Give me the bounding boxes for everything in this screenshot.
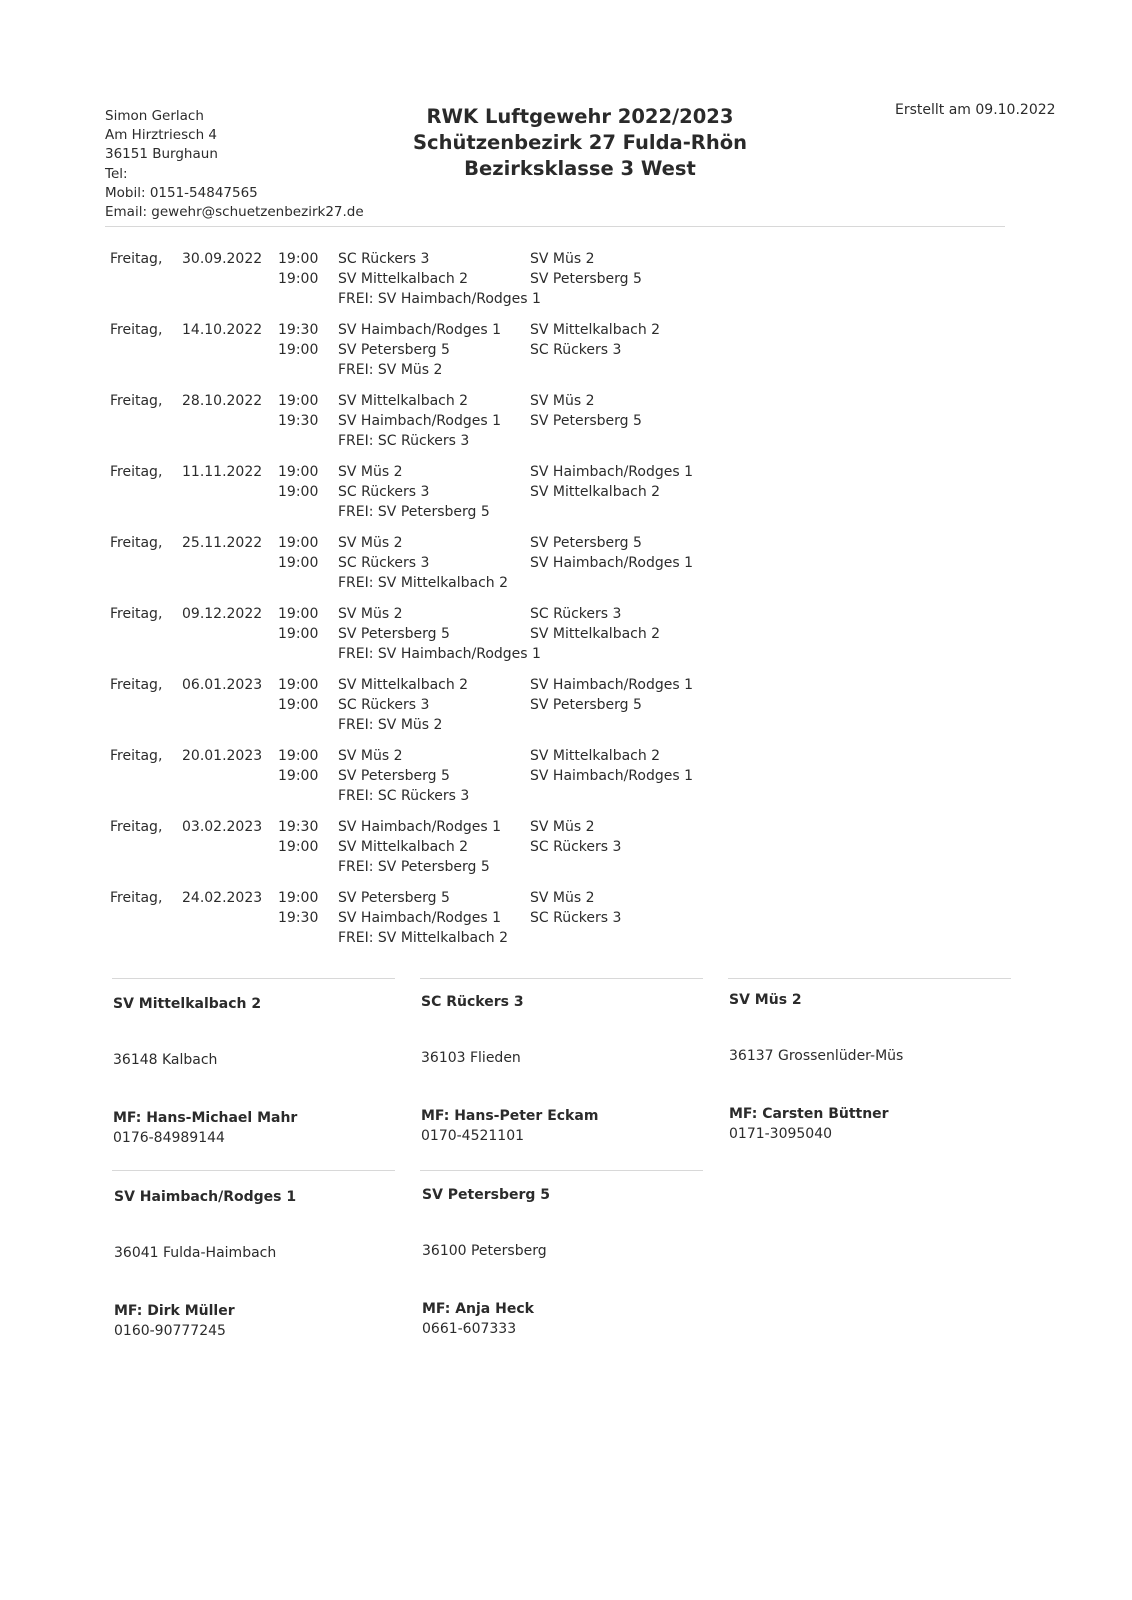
match-day — [110, 250, 730, 316]
match-weekday: Freitag, — [110, 748, 163, 764]
contact-tel: Tel: — [105, 165, 128, 182]
match-day — [110, 463, 730, 529]
team-phone: 0170-4521101 — [421, 1128, 525, 1144]
match-time: 19:00 — [278, 251, 319, 267]
team-city: 36100 Petersberg — [422, 1243, 547, 1259]
match-weekday: Freitag, — [110, 251, 163, 267]
match-home-team: SC Rückers 3 — [338, 251, 430, 267]
match-day — [110, 605, 730, 671]
match-away-team: SC Rückers 3 — [530, 839, 622, 855]
title-line-2: Schützenbezirk 27 Fulda-Rhön — [413, 131, 747, 154]
match-home-team: SV Haimbach/Rodges 1 — [338, 819, 502, 835]
match-away-team: SV Petersberg 5 — [530, 413, 642, 429]
team-name: SV Haimbach/Rodges 1 — [114, 1189, 297, 1205]
match-time: 19:00 — [278, 484, 319, 500]
match-home-team: SV Petersberg 5 — [338, 626, 450, 642]
match-away-team: SV Müs 2 — [530, 251, 595, 267]
match-date: 14.10.2022 — [182, 322, 263, 338]
match-home-team: SV Müs 2 — [338, 748, 403, 764]
match-home-team: SC Rückers 3 — [338, 697, 430, 713]
team-manager: MF: Anja Heck — [422, 1301, 534, 1317]
contact-city: 36151 Burghaun — [105, 146, 218, 163]
match-bye-team: FREI: SV Mittelkalbach 2 — [338, 575, 509, 591]
match-home-team: SV Haimbach/Rodges 1 — [338, 322, 502, 338]
match-away-team: SV Petersberg 5 — [530, 535, 642, 551]
match-weekday: Freitag, — [110, 890, 163, 906]
match-away-team: SV Müs 2 — [530, 890, 595, 906]
match-time: 19:00 — [278, 393, 319, 409]
match-day — [110, 676, 730, 742]
match-time: 19:00 — [278, 768, 319, 784]
match-time: 19:30 — [278, 910, 319, 926]
match-away-team: SV Mittelkalbach 2 — [530, 626, 661, 642]
match-home-team: SC Rückers 3 — [338, 484, 430, 500]
match-home-team: SV Haimbach/Rodges 1 — [338, 910, 502, 926]
team-city: 36137 Grossenlüder-Müs — [729, 1048, 904, 1064]
contact-email: Email: gewehr@schuetzenbezirk27.de — [105, 204, 364, 221]
title-line-3: Bezirksklasse 3 West — [464, 157, 696, 180]
team-phone: 0171-3095040 — [729, 1126, 833, 1142]
team-manager: MF: Carsten Büttner — [729, 1106, 889, 1122]
match-home-team: SV Mittelkalbach 2 — [338, 677, 469, 693]
match-weekday: Freitag, — [110, 535, 163, 551]
team-name: SV Müs 2 — [729, 992, 802, 1008]
contact-street: Am Hirztriesch 4 — [105, 127, 218, 144]
match-bye-team: FREI: SV Mittelkalbach 2 — [338, 930, 509, 946]
match-away-team: SV Haimbach/Rodges 1 — [530, 768, 694, 784]
match-away-team: SC Rückers 3 — [530, 606, 622, 622]
match-time: 19:30 — [278, 413, 319, 429]
team-divider — [112, 1170, 395, 1171]
match-away-team: SV Mittelkalbach 2 — [530, 322, 661, 338]
match-home-team: SC Rückers 3 — [338, 555, 430, 571]
match-bye-team: FREI: SV Petersberg 5 — [338, 504, 490, 520]
match-day — [110, 818, 730, 884]
match-away-team: SV Mittelkalbach 2 — [530, 748, 661, 764]
contact-block — [105, 107, 364, 222]
match-bye-team: FREI: SV Haimbach/Rodges 1 — [338, 291, 541, 307]
match-date: 20.01.2023 — [182, 748, 263, 764]
match-home-team: SV Müs 2 — [338, 535, 403, 551]
team-divider — [728, 978, 1011, 979]
match-day — [110, 392, 730, 458]
match-time: 19:30 — [278, 322, 319, 338]
match-home-team: SV Petersberg 5 — [338, 342, 450, 358]
match-home-team: SV Mittelkalbach 2 — [338, 271, 469, 287]
match-time: 19:00 — [278, 271, 319, 287]
team-manager: MF: Hans-Michael Mahr — [113, 1110, 298, 1126]
match-time: 19:00 — [278, 342, 319, 358]
match-home-team: SV Müs 2 — [338, 606, 403, 622]
match-away-team: SV Petersberg 5 — [530, 697, 642, 713]
team-divider — [420, 1170, 703, 1171]
created-date: Erstellt am 09.10.2022 — [895, 102, 1056, 118]
match-time: 19:00 — [278, 535, 319, 551]
match-bye-team: FREI: SC Rückers 3 — [338, 788, 470, 804]
team-city: 36041 Fulda-Haimbach — [114, 1245, 277, 1261]
match-time: 19:00 — [278, 677, 319, 693]
match-away-team: SV Petersberg 5 — [530, 271, 642, 287]
match-date: 30.09.2022 — [182, 251, 263, 267]
match-bye-team: FREI: SV Müs 2 — [338, 717, 443, 733]
team-divider — [112, 978, 395, 979]
match-weekday: Freitag, — [110, 677, 163, 693]
match-time: 19:00 — [278, 464, 319, 480]
match-away-team: SV Haimbach/Rodges 1 — [530, 464, 694, 480]
match-day — [110, 534, 730, 600]
match-time: 19:00 — [278, 626, 319, 642]
match-home-team: SV Petersberg 5 — [338, 890, 450, 906]
match-weekday: Freitag, — [110, 464, 163, 480]
match-home-team: SV Petersberg 5 — [338, 768, 450, 784]
team-divider — [420, 978, 703, 979]
match-away-team: SV Müs 2 — [530, 819, 595, 835]
contact-name: Simon Gerlach — [105, 108, 204, 124]
match-weekday: Freitag, — [110, 606, 163, 622]
match-date: 09.12.2022 — [182, 606, 263, 622]
team-city: 36148 Kalbach — [113, 1052, 218, 1068]
match-time: 19:00 — [278, 555, 319, 571]
match-time: 19:30 — [278, 819, 319, 835]
match-home-team: SV Mittelkalbach 2 — [338, 839, 469, 855]
match-away-team: SV Haimbach/Rodges 1 — [530, 677, 694, 693]
match-date: 06.01.2023 — [182, 677, 263, 693]
match-time: 19:00 — [278, 839, 319, 855]
match-home-team: SV Mittelkalbach 2 — [338, 393, 469, 409]
match-time: 19:00 — [278, 606, 319, 622]
match-day — [110, 747, 730, 813]
document-title — [380, 104, 780, 182]
match-home-team: SV Haimbach/Rodges 1 — [338, 413, 502, 429]
match-time: 19:00 — [278, 890, 319, 906]
match-away-team: SV Mittelkalbach 2 — [530, 484, 661, 500]
match-time: 19:00 — [278, 697, 319, 713]
team-name: SV Mittelkalbach 2 — [113, 996, 262, 1012]
team-phone: 0661-607333 — [422, 1321, 517, 1337]
title-line-1: RWK Luftgewehr 2022/2023 — [426, 105, 734, 128]
match-date: 24.02.2023 — [182, 890, 263, 906]
team-name: SC Rückers 3 — [421, 994, 524, 1010]
team-name: SV Petersberg 5 — [422, 1187, 551, 1203]
match-bye-team: FREI: SV Petersberg 5 — [338, 859, 490, 875]
match-weekday: Freitag, — [110, 393, 163, 409]
team-phone: 0160-90777245 — [114, 1323, 226, 1339]
match-date: 25.11.2022 — [182, 535, 263, 551]
match-away-team: SV Haimbach/Rodges 1 — [530, 555, 694, 571]
match-day — [110, 889, 730, 955]
match-away-team: SV Müs 2 — [530, 393, 595, 409]
contact-mobile: Mobil: 0151-54847565 — [105, 184, 258, 201]
team-city: 36103 Flieden — [421, 1050, 521, 1066]
team-phone: 0176-84989144 — [113, 1130, 225, 1146]
header-divider — [105, 226, 1005, 227]
match-day — [110, 321, 730, 387]
match-bye-team: FREI: SV Müs 2 — [338, 362, 443, 378]
match-date: 03.02.2023 — [182, 819, 263, 835]
match-weekday: Freitag, — [110, 322, 163, 338]
match-date: 11.11.2022 — [182, 464, 263, 480]
match-time: 19:00 — [278, 748, 319, 764]
match-bye-team: FREI: SC Rückers 3 — [338, 433, 470, 449]
match-away-team: SC Rückers 3 — [530, 910, 622, 926]
match-weekday: Freitag, — [110, 819, 163, 835]
match-date: 28.10.2022 — [182, 393, 263, 409]
match-home-team: SV Müs 2 — [338, 464, 403, 480]
team-manager: MF: Hans-Peter Eckam — [421, 1108, 599, 1124]
team-manager: MF: Dirk Müller — [114, 1303, 235, 1319]
match-away-team: SC Rückers 3 — [530, 342, 622, 358]
match-bye-team: FREI: SV Haimbach/Rodges 1 — [338, 646, 541, 662]
